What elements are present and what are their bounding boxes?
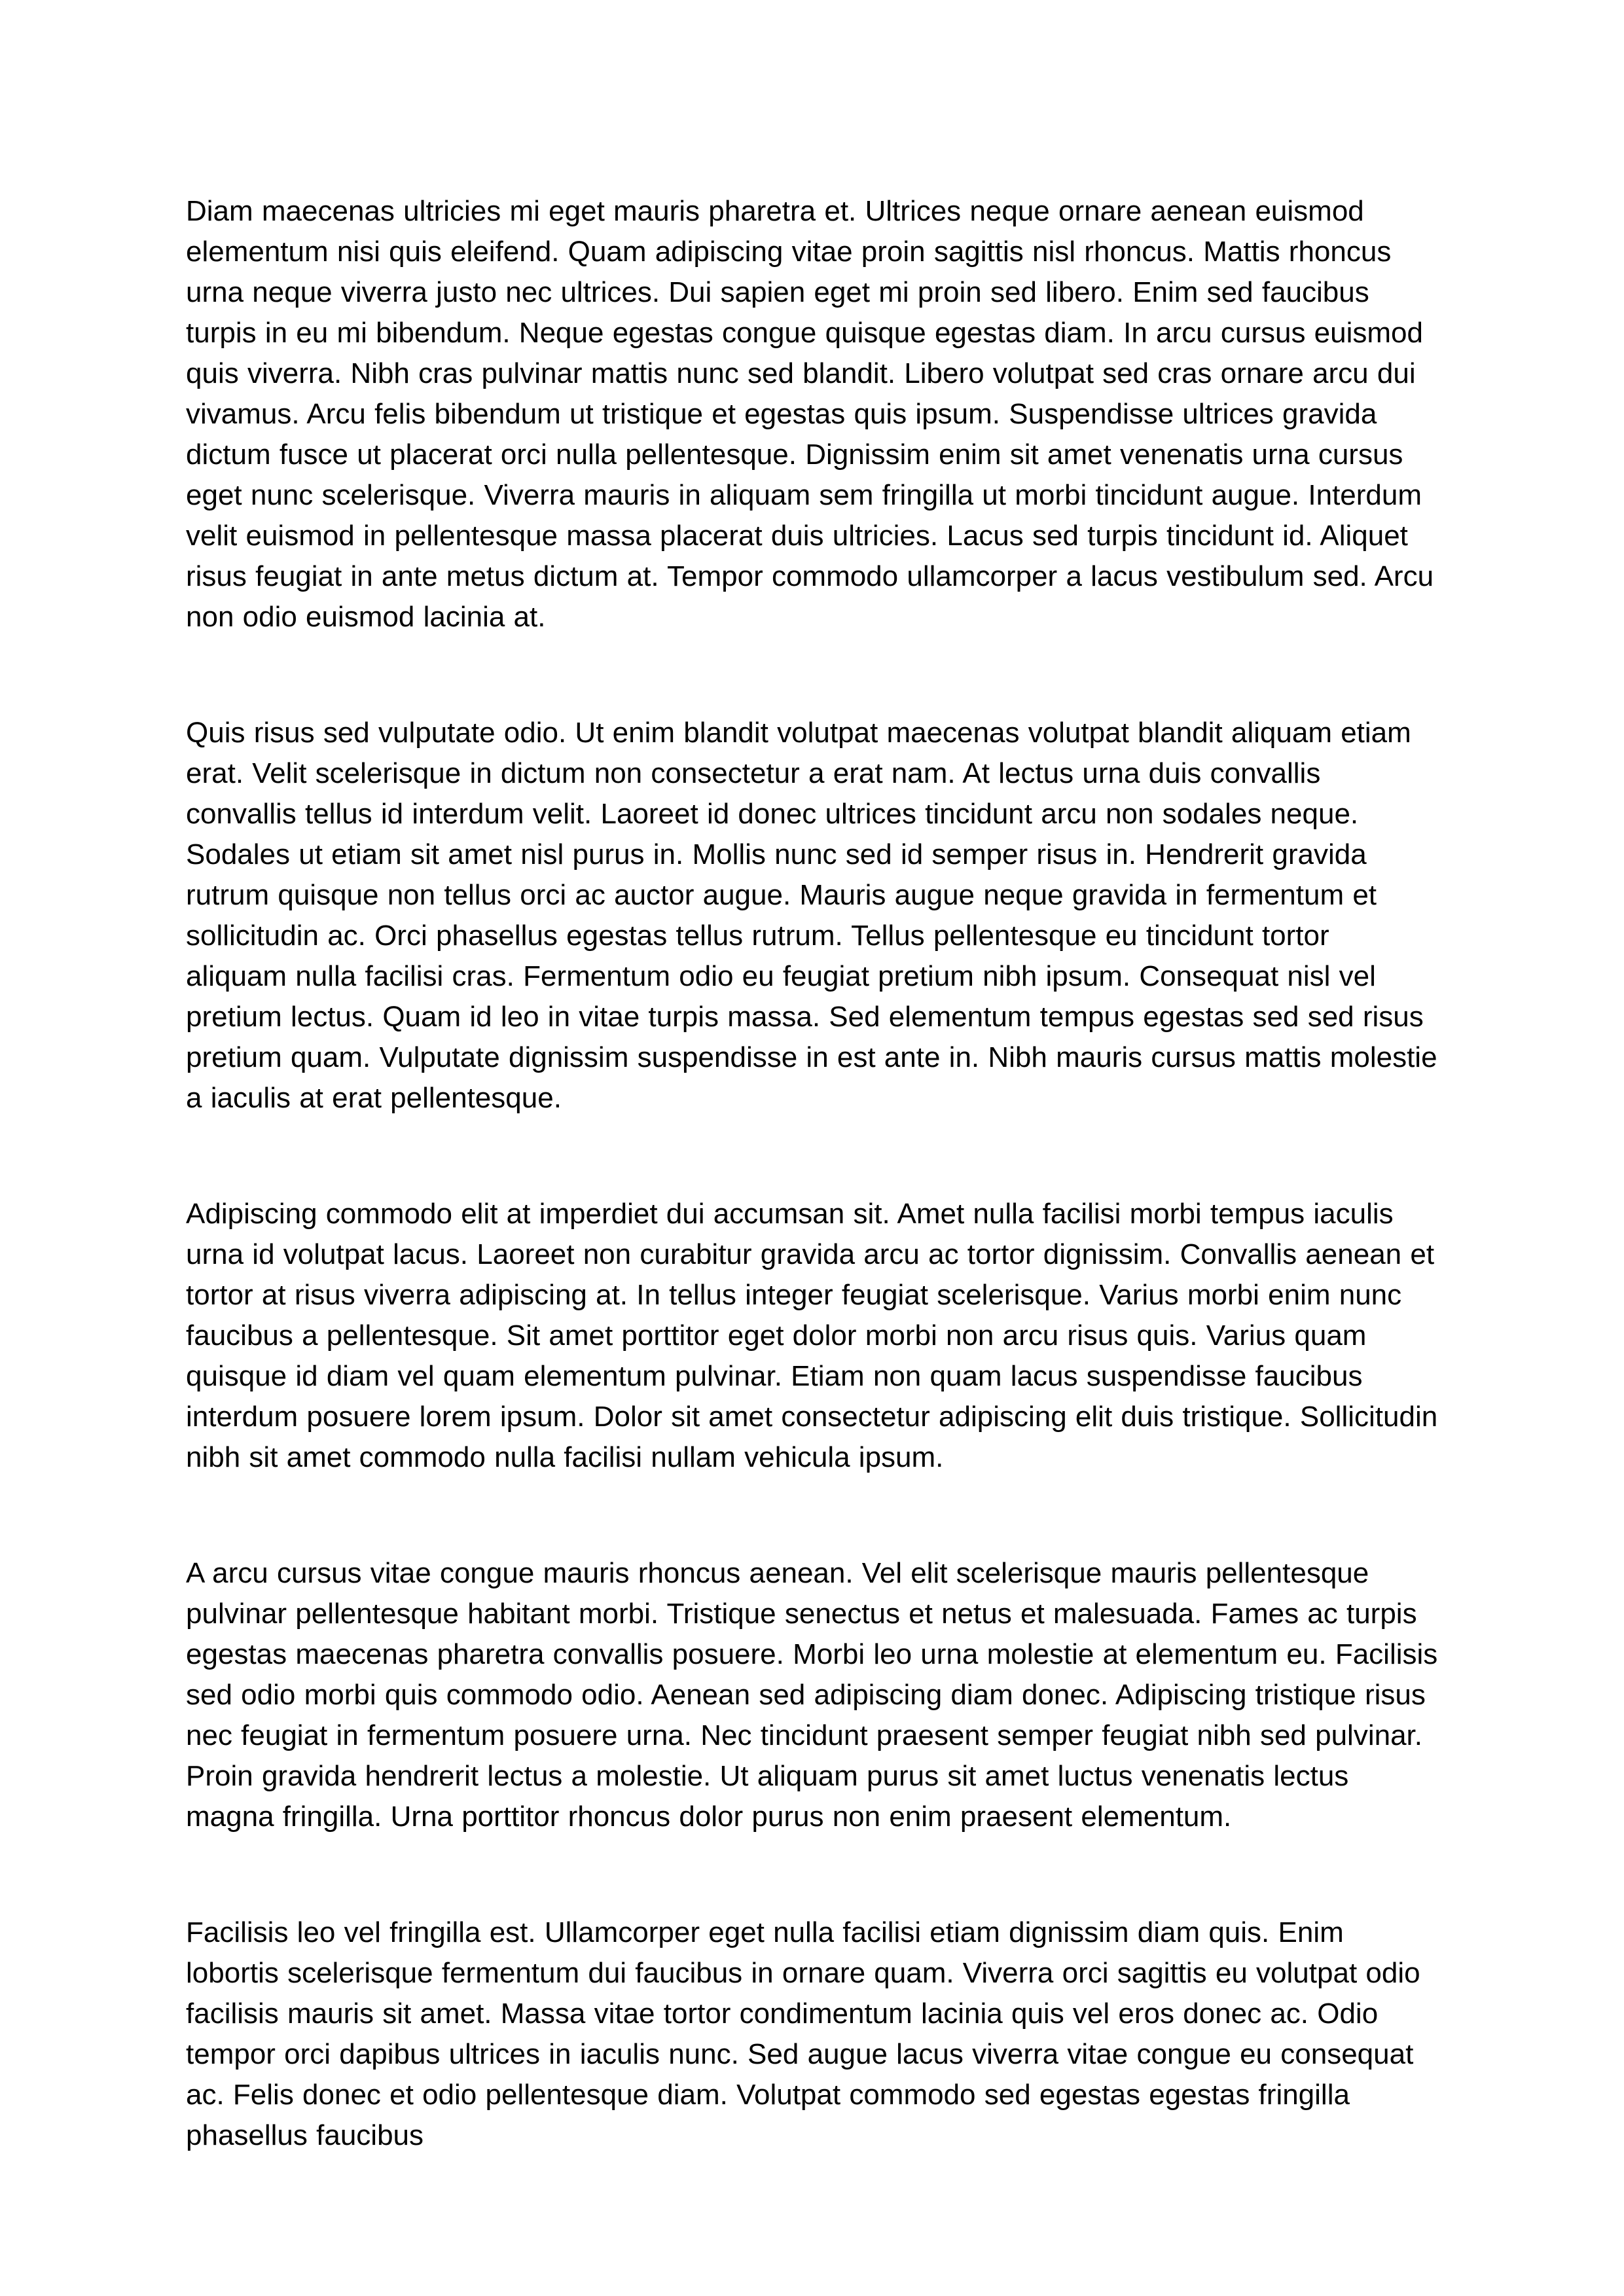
paragraph-5: Facilisis leo vel fringilla est. Ullamcorper eget nulla facilisi etiam dignissim diam quis. Enim lobortis scelerisque fermentum dui faucibus in ornare quam. Viverra orci sagittis eu volutpat odio facilisis mauris sit amet. Massa vitae tortor condimentum lacinia quis vel eros donec ac. Odio tempor orci dapibus ultrices in iaculis nunc. Sed augue lacus viverra vitae congue eu consequat ac. Felis donec et odio pellentesque diam. Volutpat commodo sed egestas egestas fringilla phasellus faucibus (186, 1916, 1420, 2151)
paragraph-1: Diam maecenas ultricies mi eget mauris pharetra et. Ultrices neque ornare aenean euismod elementum nisi quis eleifend. Quam adipiscing vitae proin sagittis nisl rhoncus. Mattis rhoncus urna neque viverra justo nec ultrices. Dui sapien eget mi proin sed libero. Enim sed faucibus turpis in eu mi bibendum. Neque egestas congue quisque egestas diam. In arcu cursus euismod quis viverra. Nibh cras pulvinar mattis nunc sed blandit. Libero volutpat sed cras ornare arcu dui vivamus. Arcu felis bibendum ut tristique et egestas quis ipsum. Suspendisse ultrices gravida dictum fusce ut placerat orci nulla pellentesque. Dignissim enim sit amet venenatis urna cursus eget nunc scelerisque. Viverra mauris in aliquam sem fringilla ut morbi tincidunt augue. Interdum velit euismod in pellentesque massa placerat duis ultricies. Lacus sed turpis tincidunt id. Aliquet risus feugiat in ante metus dictum at. Tempor commodo ullamcorper a lacus vestibulum sed. Arcu non odio euismod lacinia at. (186, 195, 1434, 633)
paragraph-2: Quis risus sed vulputate odio. Ut enim blandit volutpat maecenas volutpat blandit aliquam etiam erat. Velit scelerisque in dictum non consectetur a erat nam. At lectus urna duis convallis convallis tellus id interdum velit. Laoreet id donec ultrices tincidunt arcu non sodales neque. Sodales ut etiam sit amet nisl purus in. Mollis nunc sed id semper risus in. Hendrerit gravida rutrum quisque non tellus orci ac auctor augue. Mauris augue neque gravida in fermentum et sollicitudin ac. Orci phasellus egestas tellus rutrum. Tellus pellentesque eu tincidunt tortor aliquam nulla facilisi cras. Fermentum odio eu feugiat pretium nibh ipsum. Consequat nisl vel pretium lectus. Quam id leo in vitae turpis massa. Sed elementum tempus egestas sed sed risus pretium quam. Vulputate dignissim suspendisse in est ante in. Nibh mauris cursus mattis molestie a iaculis at erat pellentesque. (186, 717, 1437, 1114)
paragraph-3: Adipiscing commodo elit at imperdiet dui accumsan sit. Amet nulla facilisi morbi tempus iaculis urna id volutpat lacus. Laoreet non curabitur gravida arcu ac tortor dignissim. Convallis aenean et tortor at risus viverra adipiscing at. In tellus integer feugiat scelerisque. Varius morbi enim nunc faucibus a pellentesque. Sit amet porttitor eget dolor morbi non arcu risus quis. Varius quam quisque id diam vel quam elementum pulvinar. Etiam non quam lacus suspendisse faucibus interdum posuere lorem ipsum. Dolor sit amet consectetur adipiscing elit duis tristique. Sollicitudin nibh sit amet commodo nulla facilisi nullam vehicula ipsum. (186, 1198, 1438, 1473)
paragraph-4: A arcu cursus vitae congue mauris rhoncus aenean. Vel elit scelerisque mauris pellentesque pulvinar pellentesque habitant morbi. Tristique senectus et netus et malesuada. Fames ac turpis egestas maecenas pharetra convallis posuere. Morbi leo urna molestie at elementum eu. Facilisis sed odio morbi quis commodo odio. Aenean sed adipiscing diam donec. Adipiscing tristique risus nec feugiat in fermentum posuere urna. Nec tincidunt praesent semper feugiat nibh sed pulvinar. Proin gravida hendrerit lectus a molestie. Ut aliquam purus sit amet luctus venenatis lectus magna fringilla. Urna porttitor rhoncus dolor purus non enim praesent elementum. (186, 1557, 1438, 1833)
